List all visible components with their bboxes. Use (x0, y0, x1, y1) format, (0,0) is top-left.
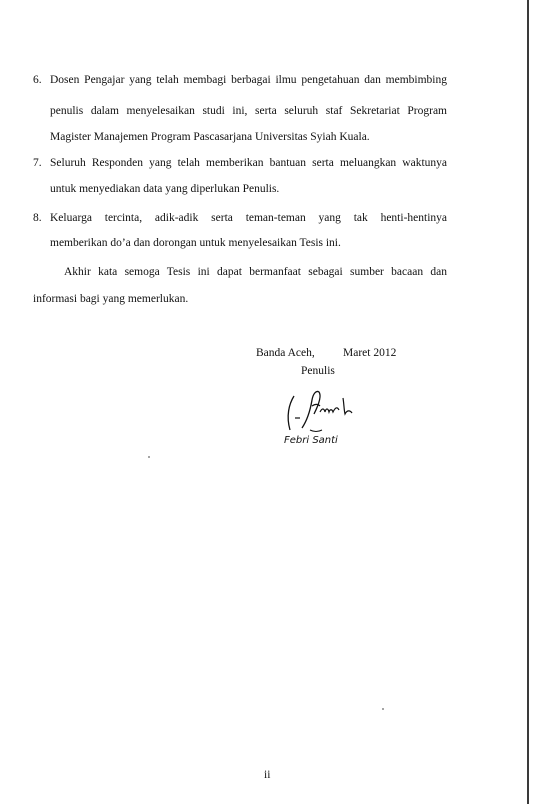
page-number: ii (264, 769, 271, 781)
closing-paragraph-line: Akhir kata semoga Tesis ini dapat bermanfaat sebagai sumber bacaan dan (64, 266, 447, 278)
handwritten-signature (280, 382, 360, 440)
signature-name: Febri Santi (284, 435, 338, 446)
closing-paragraph-line: informasi bagi yang memerlukan. (33, 293, 189, 305)
list-item-text: Keluarga tercinta, adik-adik serta teman-teman yang tak henti-hentinya (50, 212, 447, 224)
list-item-text: untuk menyediakan data yang diperlukan Penulis. (50, 183, 280, 195)
list-item-text: Magister Manajemen Program Pascasarjana Universitas Syiah Kuala. (50, 131, 370, 143)
list-item-text: memberikan do’a dan dorongan untuk menyelesaikan Tesis ini. (50, 237, 341, 249)
list-number: 6. (33, 74, 42, 86)
list-item-text: Seluruh Responden yang telah memberikan bantuan serta meluangkan waktunya (50, 157, 447, 169)
page-edge-line (527, 0, 529, 804)
list-number: 7. (33, 157, 42, 169)
signature-place: Banda Aceh, (256, 347, 315, 359)
scan-speck (148, 456, 150, 458)
scan-speck (382, 708, 384, 710)
signature-date: Maret 2012 (343, 347, 397, 359)
list-item-text: Dosen Pengajar yang telah membagi berbagai ilmu pengetahuan dan membimbing (50, 74, 447, 86)
signature-role: Penulis (301, 365, 335, 377)
list-number: 8. (33, 212, 42, 224)
list-item-text: penulis dalam menyelesaikan studi ini, serta seluruh staf Sekretariat Program (50, 105, 447, 117)
